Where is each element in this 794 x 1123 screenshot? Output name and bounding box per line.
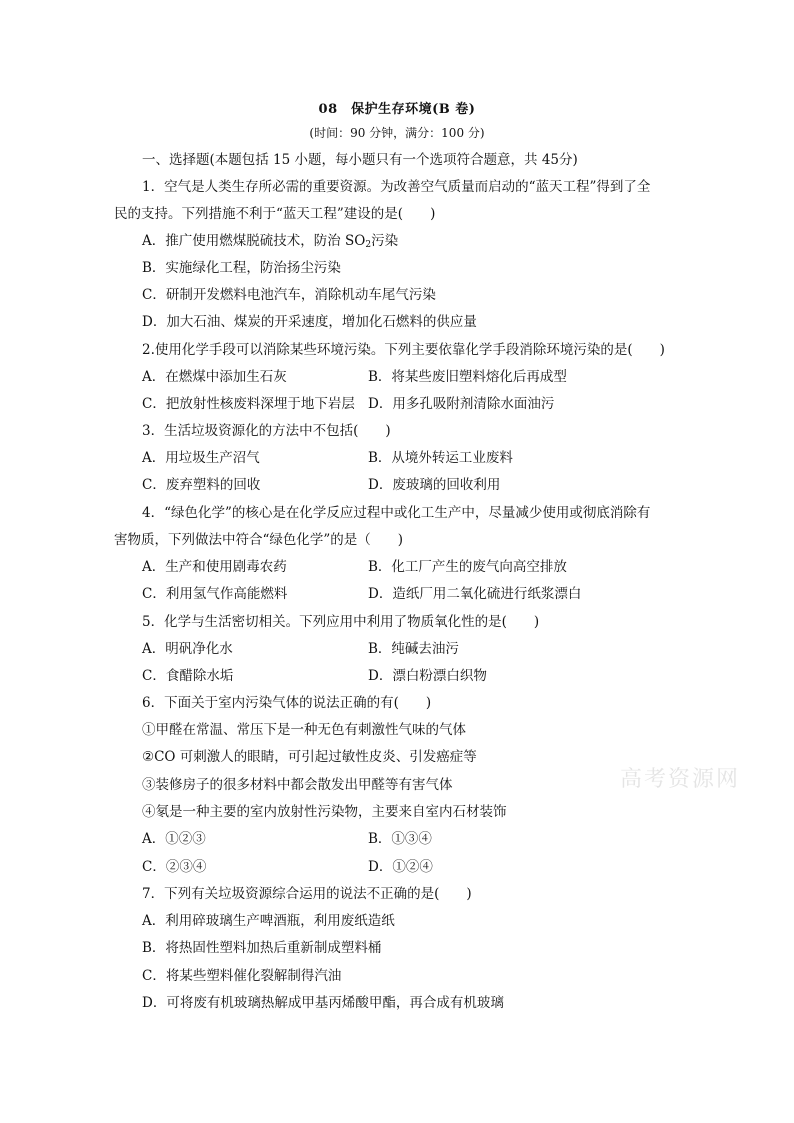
q7-option-b: B．将热固性塑料加热后重新制成塑料桶 — [142, 940, 382, 956]
q5-option-d: D．漂白粉漂白织物 — [368, 668, 487, 684]
q6-statement-1: ①甲醛在常温、常压下是一种无色有刺激性气味的气体 — [142, 722, 466, 738]
q7-option-d: D．可将废有机玻璃热解成甲基丙烯酸甲酯，再合成有机玻璃 — [142, 995, 504, 1011]
q1-option-c: C．研制开发燃料电池汽车，消除机动车尾气污染 — [142, 287, 436, 303]
q4-option-d: D．造纸厂用二氧化硫进行纸浆漂白 — [368, 586, 582, 602]
q4-stem-line1: 4．“绿色化学”的核心是在化学反应过程中或化工生产中，尽量减少使用或彻底消除有 — [142, 505, 651, 521]
q6-stem: 6．下面关于室内污染气体的说法正确的有( ) — [142, 695, 432, 711]
watermark: 高考资源网 — [620, 767, 741, 792]
q4-stem-line2: 害物质，下列做法中符合“绿色化学”的是（ ) — [114, 532, 404, 548]
q3-option-b: B．从境外转运工业废料 — [368, 450, 513, 466]
q6-option-d: D．①②④ — [368, 859, 433, 875]
q7-option-c: C．将某些塑料催化裂解制得汽油 — [142, 968, 342, 984]
q3-option-c: C．废弃塑料的回收 — [142, 477, 261, 493]
q6-statement-3: ③装修房子的很多材料中都会散发出甲醛等有害气体 — [142, 777, 453, 793]
page-subtitle: (时间：90 分钟，满分：100 分) — [309, 126, 485, 140]
q4-option-c: C．利用氢气作高能燃料 — [142, 586, 288, 602]
q6-option-a: A．①②③ — [142, 831, 206, 847]
q3-option-a: A．用垃圾生产沼气 — [142, 450, 260, 466]
q4-option-b: B．化工厂产生的废气向高空排放 — [368, 559, 567, 575]
q5-option-c: C．食醋除水垢 — [142, 668, 234, 684]
q1-option-a — [142, 231, 398, 255]
q2-option-b: B．将某些废旧塑料熔化后再成型 — [368, 369, 567, 385]
q6-option-c: C．②③④ — [142, 859, 207, 875]
q1-option-a-text: A．推广使用燃煤脱硫技术，防治 SO — [142, 233, 366, 249]
q2-option-c: C．把放射性核废料深埋于地下岩层 — [142, 396, 355, 412]
q1-option-a-subscript: 2 — [365, 240, 372, 250]
q7-option-a: A．利用碎玻璃生产啤酒瓶，利用废纸造纸 — [142, 913, 395, 929]
q3-stem: 3．生活垃圾资源化的方法中不包括( ) — [142, 423, 391, 439]
q2-option-a: A．在燃煤中添加生石灰 — [142, 369, 287, 385]
page-title: 08 保护生存环境(B 卷) — [318, 102, 476, 117]
q6-statement-4: ④氡是一种主要的室内放射性污染物，主要来自室内石材装饰 — [142, 804, 507, 820]
q1-stem-line1: 1．空气是人类生存所必需的重要资源。为改善空气质量而启动的“蓝天工程”得到了全 — [142, 179, 651, 195]
q4-option-a: A．生产和使用剧毒农药 — [142, 559, 287, 575]
section-heading: 一、选择题(本题包括 15 小题，每小题只有一个选项符合题意，共 45分) — [142, 152, 578, 168]
q1-option-a-tail: 污染 — [371, 233, 399, 249]
q6-statement-2: ②CO 可刺激人的眼睛，可引起过敏性皮炎、引发癌症等 — [142, 749, 477, 765]
q6-option-b: B．①③④ — [368, 831, 432, 847]
q2-stem: 2.使用化学手段可以消除某些环境污染。下列主要依靠化学手段消除环境污染的是( ) — [142, 342, 665, 358]
q5-stem: 5．化学与生活密切相关。下列应用中利用了物质氧化性的是( ) — [142, 614, 540, 630]
q5-option-b: B．纯碱去油污 — [368, 641, 459, 657]
q5-option-a: A．明矾净化水 — [142, 641, 233, 657]
q3-option-d: D．废玻璃的回收利用 — [368, 477, 501, 493]
q1-option-d: D．加大石油、煤炭的开采速度，增加化石燃料的供应量 — [142, 314, 477, 330]
q1-stem-line2: 民的支持。下列措施不利于“蓝天工程”建设的是( ) — [114, 206, 436, 222]
q2-option-d: D．用多孔吸附剂清除水面油污 — [368, 396, 555, 412]
q1-option-b: B．实施绿化工程，防治扬尘污染 — [142, 260, 341, 276]
q7-stem: 7．下列有关垃圾资源综合运用的说法不正确的是( ) — [142, 886, 472, 902]
